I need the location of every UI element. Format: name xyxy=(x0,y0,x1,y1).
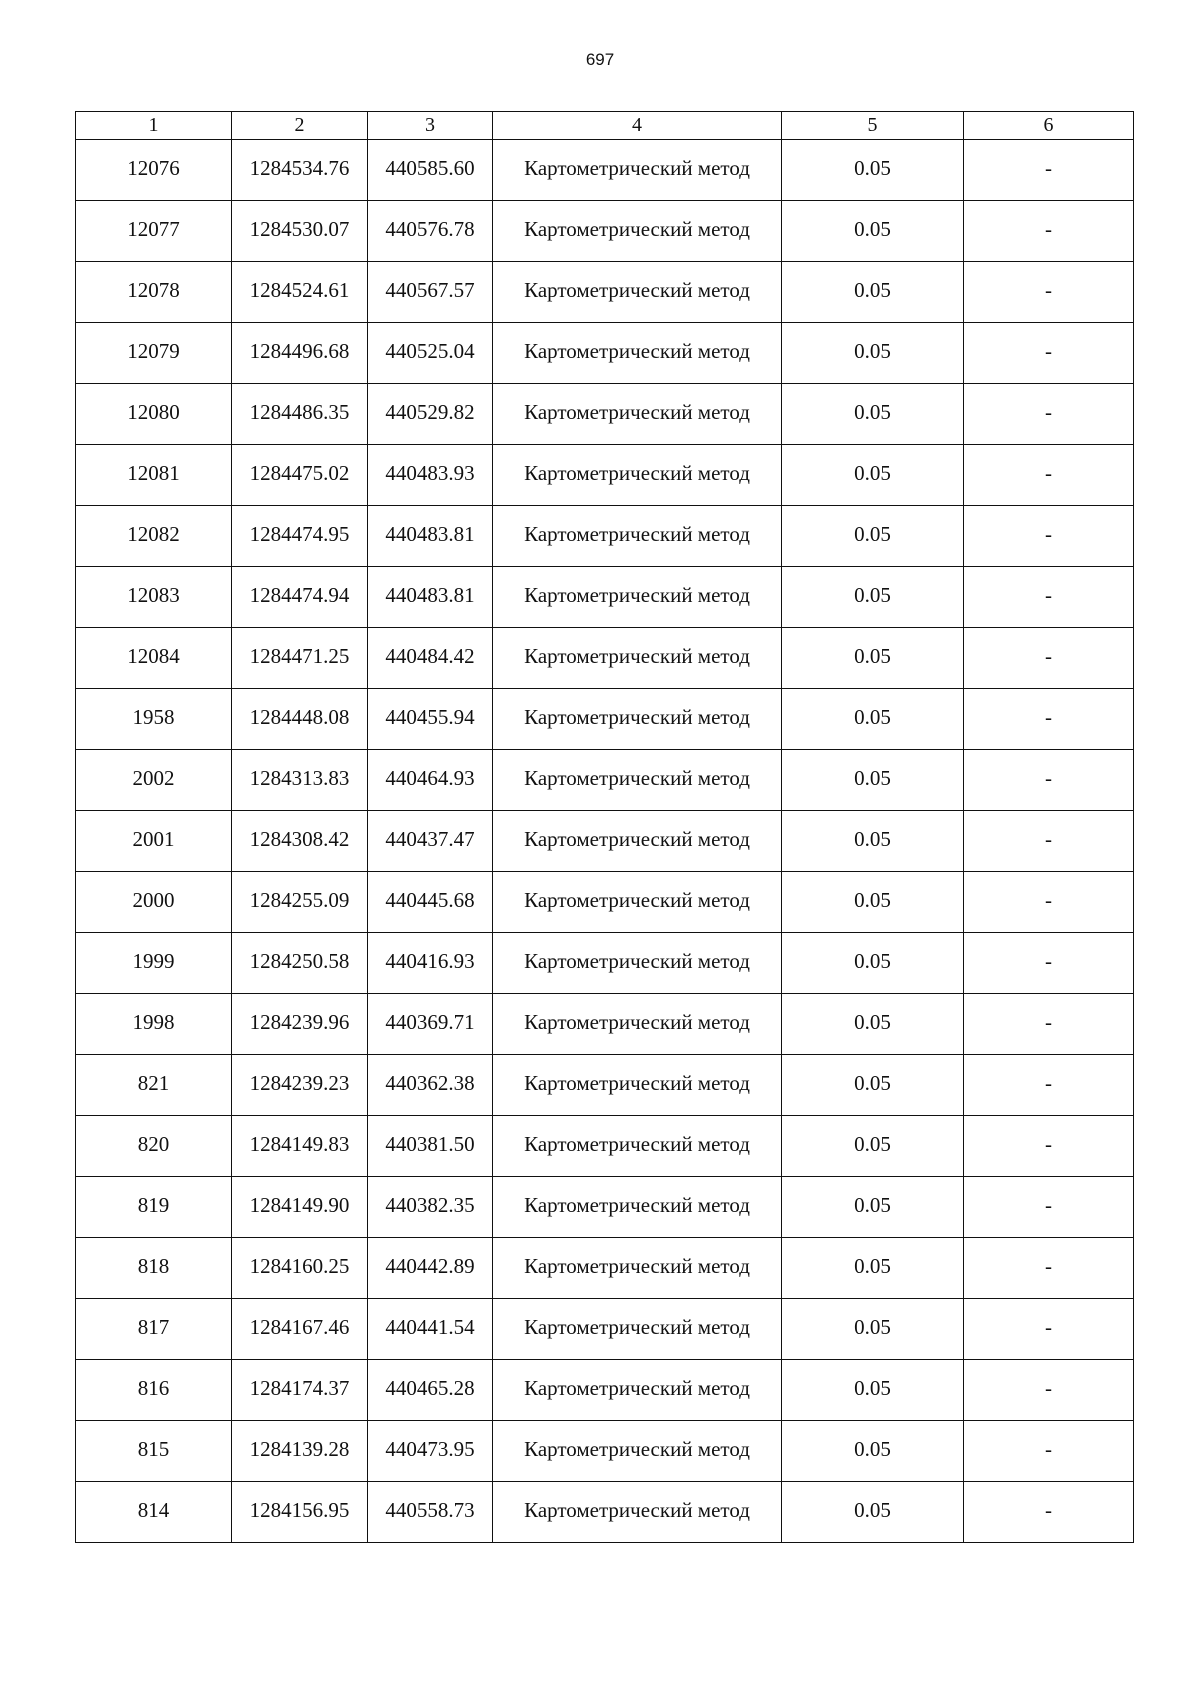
method-cell: Картометрический метод xyxy=(493,1116,782,1177)
note-cell: - xyxy=(964,506,1134,567)
method-cell: Картометрический метод xyxy=(493,1238,782,1299)
accuracy-cell: 0.05 xyxy=(782,750,964,811)
y-coordinate-cell: 440585.60 xyxy=(368,140,493,201)
table-row xyxy=(76,201,1134,262)
y-coordinate-cell: 440455.94 xyxy=(368,689,493,750)
accuracy-cell: 0.05 xyxy=(782,445,964,506)
x-coordinate-cell: 1284530.07 xyxy=(232,201,368,262)
x-coordinate-cell: 1284474.95 xyxy=(232,506,368,567)
x-coordinate-cell: 1284496.68 xyxy=(232,323,368,384)
point-number-cell: 12076 xyxy=(76,140,232,201)
point-number-cell: 818 xyxy=(76,1238,232,1299)
point-number-cell: 814 xyxy=(76,1482,232,1543)
accuracy-cell: 0.05 xyxy=(782,933,964,994)
coordinates-table xyxy=(75,111,1134,1543)
column-header-3: 3 xyxy=(368,112,493,140)
accuracy-cell: 0.05 xyxy=(782,1055,964,1116)
x-coordinate-cell: 1284149.90 xyxy=(232,1177,368,1238)
table-row xyxy=(76,689,1134,750)
table-row xyxy=(76,445,1134,506)
column-header-6: 6 xyxy=(964,112,1134,140)
x-coordinate-cell: 1284471.25 xyxy=(232,628,368,689)
point-number-cell: 1998 xyxy=(76,994,232,1055)
accuracy-cell: 0.05 xyxy=(782,1116,964,1177)
method-cell: Картометрический метод xyxy=(493,506,782,567)
method-cell: Картометрический метод xyxy=(493,628,782,689)
point-number-cell: 816 xyxy=(76,1360,232,1421)
note-cell: - xyxy=(964,872,1134,933)
x-coordinate-cell: 1284308.42 xyxy=(232,811,368,872)
accuracy-cell: 0.05 xyxy=(782,567,964,628)
note-cell: - xyxy=(964,689,1134,750)
point-number-cell: 821 xyxy=(76,1055,232,1116)
note-cell: - xyxy=(964,567,1134,628)
accuracy-cell: 0.05 xyxy=(782,1238,964,1299)
accuracy-cell: 0.05 xyxy=(782,689,964,750)
table-row xyxy=(76,1482,1134,1543)
y-coordinate-cell: 440442.89 xyxy=(368,1238,493,1299)
point-number-cell: 2000 xyxy=(76,872,232,933)
column-header-5: 5 xyxy=(782,112,964,140)
x-coordinate-cell: 1284250.58 xyxy=(232,933,368,994)
y-coordinate-cell: 440567.57 xyxy=(368,262,493,323)
note-cell: - xyxy=(964,323,1134,384)
y-coordinate-cell: 440576.78 xyxy=(368,201,493,262)
accuracy-cell: 0.05 xyxy=(782,811,964,872)
x-coordinate-cell: 1284156.95 xyxy=(232,1482,368,1543)
point-number-cell: 12080 xyxy=(76,384,232,445)
table-row xyxy=(76,140,1134,201)
x-coordinate-cell: 1284486.35 xyxy=(232,384,368,445)
column-header-4: 4 xyxy=(493,112,782,140)
method-cell: Картометрический метод xyxy=(493,1055,782,1116)
method-cell: Картометрический метод xyxy=(493,201,782,262)
y-coordinate-cell: 440362.38 xyxy=(368,1055,493,1116)
table-row xyxy=(76,872,1134,933)
y-coordinate-cell: 440416.93 xyxy=(368,933,493,994)
method-cell: Картометрический метод xyxy=(493,872,782,933)
x-coordinate-cell: 1284149.83 xyxy=(232,1116,368,1177)
point-number-cell: 819 xyxy=(76,1177,232,1238)
accuracy-cell: 0.05 xyxy=(782,262,964,323)
y-coordinate-cell: 440525.04 xyxy=(368,323,493,384)
method-cell: Картометрический метод xyxy=(493,1482,782,1543)
table-row xyxy=(76,1299,1134,1360)
point-number-cell: 2001 xyxy=(76,811,232,872)
y-coordinate-cell: 440382.35 xyxy=(368,1177,493,1238)
accuracy-cell: 0.05 xyxy=(782,140,964,201)
x-coordinate-cell: 1284239.96 xyxy=(232,994,368,1055)
y-coordinate-cell: 440437.47 xyxy=(368,811,493,872)
accuracy-cell: 0.05 xyxy=(782,1482,964,1543)
accuracy-cell: 0.05 xyxy=(782,201,964,262)
x-coordinate-cell: 1284448.08 xyxy=(232,689,368,750)
note-cell: - xyxy=(964,994,1134,1055)
note-cell: - xyxy=(964,933,1134,994)
y-coordinate-cell: 440445.68 xyxy=(368,872,493,933)
y-coordinate-cell: 440381.50 xyxy=(368,1116,493,1177)
accuracy-cell: 0.05 xyxy=(782,506,964,567)
method-cell: Картометрический метод xyxy=(493,262,782,323)
x-coordinate-cell: 1284313.83 xyxy=(232,750,368,811)
y-coordinate-cell: 440369.71 xyxy=(368,994,493,1055)
point-number-cell: 820 xyxy=(76,1116,232,1177)
method-cell: Картометрический метод xyxy=(493,323,782,384)
y-coordinate-cell: 440464.93 xyxy=(368,750,493,811)
table-row xyxy=(76,384,1134,445)
table-row xyxy=(76,1421,1134,1482)
method-cell: Картометрический метод xyxy=(493,384,782,445)
y-coordinate-cell: 440441.54 xyxy=(368,1299,493,1360)
table-row xyxy=(76,750,1134,811)
table-row xyxy=(76,1360,1134,1421)
note-cell: - xyxy=(964,750,1134,811)
accuracy-cell: 0.05 xyxy=(782,384,964,445)
x-coordinate-cell: 1284139.28 xyxy=(232,1421,368,1482)
point-number-cell: 12083 xyxy=(76,567,232,628)
table-row xyxy=(76,811,1134,872)
column-header-1: 1 xyxy=(76,112,232,140)
method-cell: Картометрический метод xyxy=(493,140,782,201)
method-cell: Картометрический метод xyxy=(493,1299,782,1360)
y-coordinate-cell: 440558.73 xyxy=(368,1482,493,1543)
method-cell: Картометрический метод xyxy=(493,567,782,628)
point-number-cell: 12081 xyxy=(76,445,232,506)
table-body xyxy=(76,140,1134,1543)
point-number-cell: 817 xyxy=(76,1299,232,1360)
x-coordinate-cell: 1284167.46 xyxy=(232,1299,368,1360)
note-cell: - xyxy=(964,1482,1134,1543)
x-coordinate-cell: 1284474.94 xyxy=(232,567,368,628)
table-row xyxy=(76,506,1134,567)
point-number-cell: 1999 xyxy=(76,933,232,994)
method-cell: Картометрический метод xyxy=(493,1421,782,1482)
x-coordinate-cell: 1284160.25 xyxy=(232,1238,368,1299)
y-coordinate-cell: 440483.81 xyxy=(368,567,493,628)
accuracy-cell: 0.05 xyxy=(782,1360,964,1421)
column-header-2: 2 xyxy=(232,112,368,140)
point-number-cell: 12084 xyxy=(76,628,232,689)
point-number-cell: 2002 xyxy=(76,750,232,811)
x-coordinate-cell: 1284239.23 xyxy=(232,1055,368,1116)
note-cell: - xyxy=(964,262,1134,323)
table-row xyxy=(76,567,1134,628)
y-coordinate-cell: 440483.93 xyxy=(368,445,493,506)
accuracy-cell: 0.05 xyxy=(782,628,964,689)
note-cell: - xyxy=(964,140,1134,201)
y-coordinate-cell: 440483.81 xyxy=(368,506,493,567)
note-cell: - xyxy=(964,445,1134,506)
x-coordinate-cell: 1284255.09 xyxy=(232,872,368,933)
table-row xyxy=(76,628,1134,689)
accuracy-cell: 0.05 xyxy=(782,872,964,933)
table-row xyxy=(76,1116,1134,1177)
point-number-cell: 12078 xyxy=(76,262,232,323)
note-cell: - xyxy=(964,1421,1134,1482)
point-number-cell: 12077 xyxy=(76,201,232,262)
note-cell: - xyxy=(964,628,1134,689)
method-cell: Картометрический метод xyxy=(493,1360,782,1421)
note-cell: - xyxy=(964,1360,1134,1421)
table-row xyxy=(76,1177,1134,1238)
method-cell: Картометрический метод xyxy=(493,750,782,811)
table-row xyxy=(76,1238,1134,1299)
point-number-cell: 12079 xyxy=(76,323,232,384)
x-coordinate-cell: 1284534.76 xyxy=(232,140,368,201)
point-number-cell: 815 xyxy=(76,1421,232,1482)
note-cell: - xyxy=(964,1177,1134,1238)
note-cell: - xyxy=(964,1055,1134,1116)
accuracy-cell: 0.05 xyxy=(782,1421,964,1482)
method-cell: Картометрический метод xyxy=(493,933,782,994)
table-row xyxy=(76,994,1134,1055)
table-row xyxy=(76,262,1134,323)
method-cell: Картометрический метод xyxy=(493,1177,782,1238)
table-row xyxy=(76,933,1134,994)
table-row xyxy=(76,323,1134,384)
accuracy-cell: 0.05 xyxy=(782,994,964,1055)
accuracy-cell: 0.05 xyxy=(782,323,964,384)
accuracy-cell: 0.05 xyxy=(782,1177,964,1238)
method-cell: Картометрический метод xyxy=(493,445,782,506)
note-cell: - xyxy=(964,384,1134,445)
note-cell: - xyxy=(964,811,1134,872)
method-cell: Картометрический метод xyxy=(493,994,782,1055)
table-row xyxy=(76,1055,1134,1116)
header-row xyxy=(76,112,1134,140)
y-coordinate-cell: 440484.42 xyxy=(368,628,493,689)
point-number-cell: 12082 xyxy=(76,506,232,567)
method-cell: Картометрический метод xyxy=(493,811,782,872)
note-cell: - xyxy=(964,201,1134,262)
note-cell: - xyxy=(964,1238,1134,1299)
note-cell: - xyxy=(964,1116,1134,1177)
accuracy-cell: 0.05 xyxy=(782,1299,964,1360)
note-cell: - xyxy=(964,1299,1134,1360)
y-coordinate-cell: 440529.82 xyxy=(368,384,493,445)
page-number: 697 xyxy=(585,50,615,69)
y-coordinate-cell: 440473.95 xyxy=(368,1421,493,1482)
x-coordinate-cell: 1284475.02 xyxy=(232,445,368,506)
x-coordinate-cell: 1284174.37 xyxy=(232,1360,368,1421)
method-cell: Картометрический метод xyxy=(493,689,782,750)
x-coordinate-cell: 1284524.61 xyxy=(232,262,368,323)
y-coordinate-cell: 440465.28 xyxy=(368,1360,493,1421)
point-number-cell: 1958 xyxy=(76,689,232,750)
